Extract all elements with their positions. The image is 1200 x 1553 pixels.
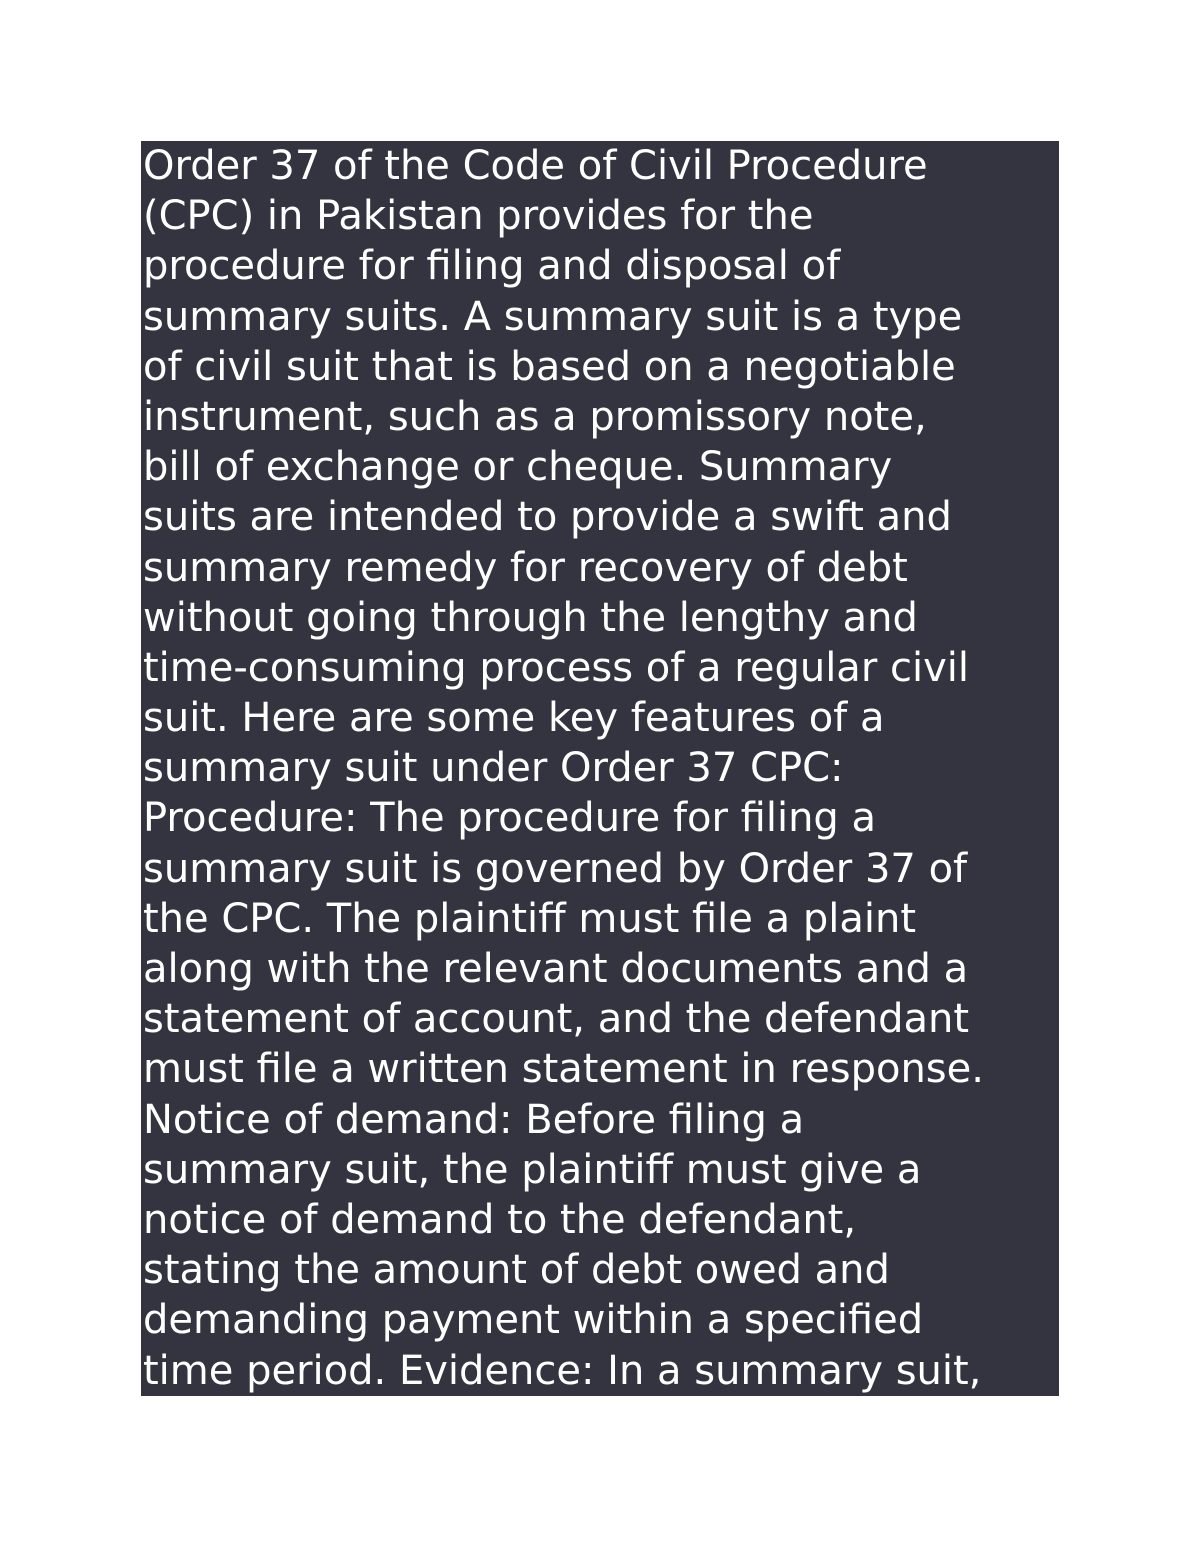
text-line: Order 37 of the Code of Civil Procedure	[143, 143, 928, 189]
text-line: the CPC. The plaintiff must file a plaint	[143, 895, 917, 942]
text-line: suits are intended to provide a swift and	[143, 494, 952, 541]
text-line: summary suit, the plaintiff must give a	[143, 1146, 922, 1193]
text-line: summary suit under Order 37 CPC:	[143, 745, 844, 792]
text-line: along with the relevant documents and a	[143, 946, 969, 992]
text-line: time period. Evidence: In a summary suit,	[143, 1347, 982, 1394]
text-line: bill of exchange or cheque. Summary	[143, 444, 893, 491]
text-line: statement of account, and the defendant	[143, 996, 970, 1043]
text-line: without going through the lengthy and	[143, 594, 918, 641]
text-line: must file a written statement in response.	[143, 1046, 984, 1093]
text-line: procedure for filing and disposal of	[143, 243, 841, 290]
text-line: time-consuming process of a regular civil	[143, 644, 969, 691]
text-line: Notice of demand: Before filing a	[143, 1096, 805, 1143]
text-line: summary suit is governed by Order 37 of	[143, 845, 968, 892]
text-line: (CPC) in Pakistan provides for the	[143, 193, 814, 240]
text-line: of civil suit that is based on a negotiable	[143, 343, 956, 390]
text-line: notice of demand to the defendant,	[143, 1196, 857, 1243]
document-text-block	[141, 141, 1059, 1396]
text-line: Procedure: The procedure for filing a	[143, 795, 877, 842]
text-line: suit. Here are some key features of a	[143, 695, 885, 742]
text-line: summary remedy for recovery of debt	[143, 544, 908, 591]
text-line: summary suits. A summary suit is a type	[143, 293, 963, 340]
text-line: demanding payment within a specified	[143, 1297, 924, 1344]
text-line: stating the amount of debt owed and	[143, 1247, 890, 1294]
text-line: instrument, such as a promissory note,	[143, 393, 927, 440]
